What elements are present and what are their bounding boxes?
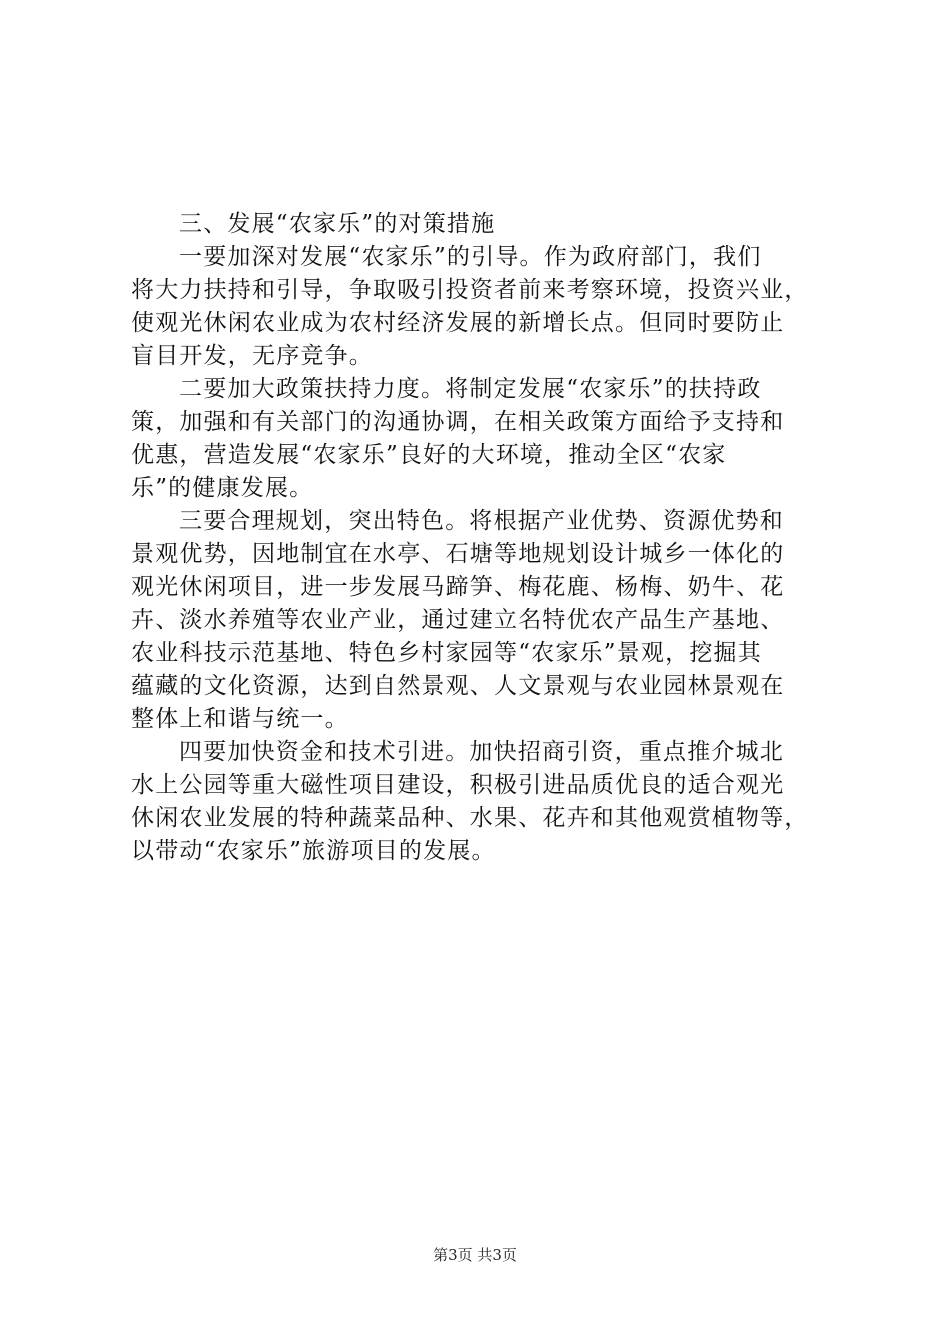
page-indicator: 第3页 共3页 [433,1246,517,1264]
paragraph-line: 整体上和谐与统一。 [131,706,349,732]
paragraph-3 [131,505,831,736]
paragraph-line: 盲目开发，无序竞争。 [131,343,373,369]
paragraph-4 [131,736,831,868]
paragraph-1 [131,241,831,373]
paragraph-line: 景观优势，因地制宜在水亭、石塘等地规划设计城乡一体化的 [131,541,785,567]
paragraph-line: 将大力扶持和引导，争取吸引投资者前来考察环境，投资兴业， [131,277,809,303]
document-body [131,208,831,868]
paragraph-line: 三要合理规划，突出特色。将根据产业优势、资源优势和 [179,508,784,534]
paragraph-line: 一要加深对发展“农家乐”的引导。作为政府部门，我们 [179,244,762,270]
paragraph-line: 二要加大政策扶持力度。将制定发展“农家乐”的扶持政 [179,376,762,402]
paragraph-line: 乐”的健康发展。 [131,475,314,501]
paragraph-line: 以带动“农家乐”旅游项目的发展。 [131,838,496,864]
paragraph-2 [131,373,831,505]
paragraph-line: 策，加强和有关部门的沟通协调，在相关政策方面给予支持和 [131,409,785,435]
paragraph-line: 休闲农业发展的特种蔬菜品种、水果、花卉和其他观赏植物等， [131,805,809,831]
paragraph-line: 观光休闲项目，进一步发展马蹄笋、梅花鹿、杨梅、奶牛、花 [131,574,785,600]
paragraph-line: 卉、淡水养殖等农业产业，通过建立名特优农产品生产基地、 [131,607,785,633]
paragraph-line: 使观光休闲农业成为农村经济发展的新增长点。但同时要防止 [131,310,785,336]
paragraph-line: 农业科技示范基地、特色乡村家园等“农家乐”景观，挖掘其 [131,640,762,666]
paragraph-line: 优惠，营造发展“农家乐”良好的大环境，推动全区“农家 [131,442,727,468]
paragraph-line: 蕴藏的文化资源，达到自然景观、人文景观与农业园林景观在 [131,673,785,699]
section-heading: 三、发展“农家乐”的对策措施 [179,211,496,237]
paragraph-line: 四要加快资金和技术引进。加快招商引资，重点推介城北 [179,739,784,765]
page-footer [0,1245,950,1265]
paragraph-line: 水上公园等重大磁性项目建设，积极引进品质优良的适合观光 [131,772,785,798]
